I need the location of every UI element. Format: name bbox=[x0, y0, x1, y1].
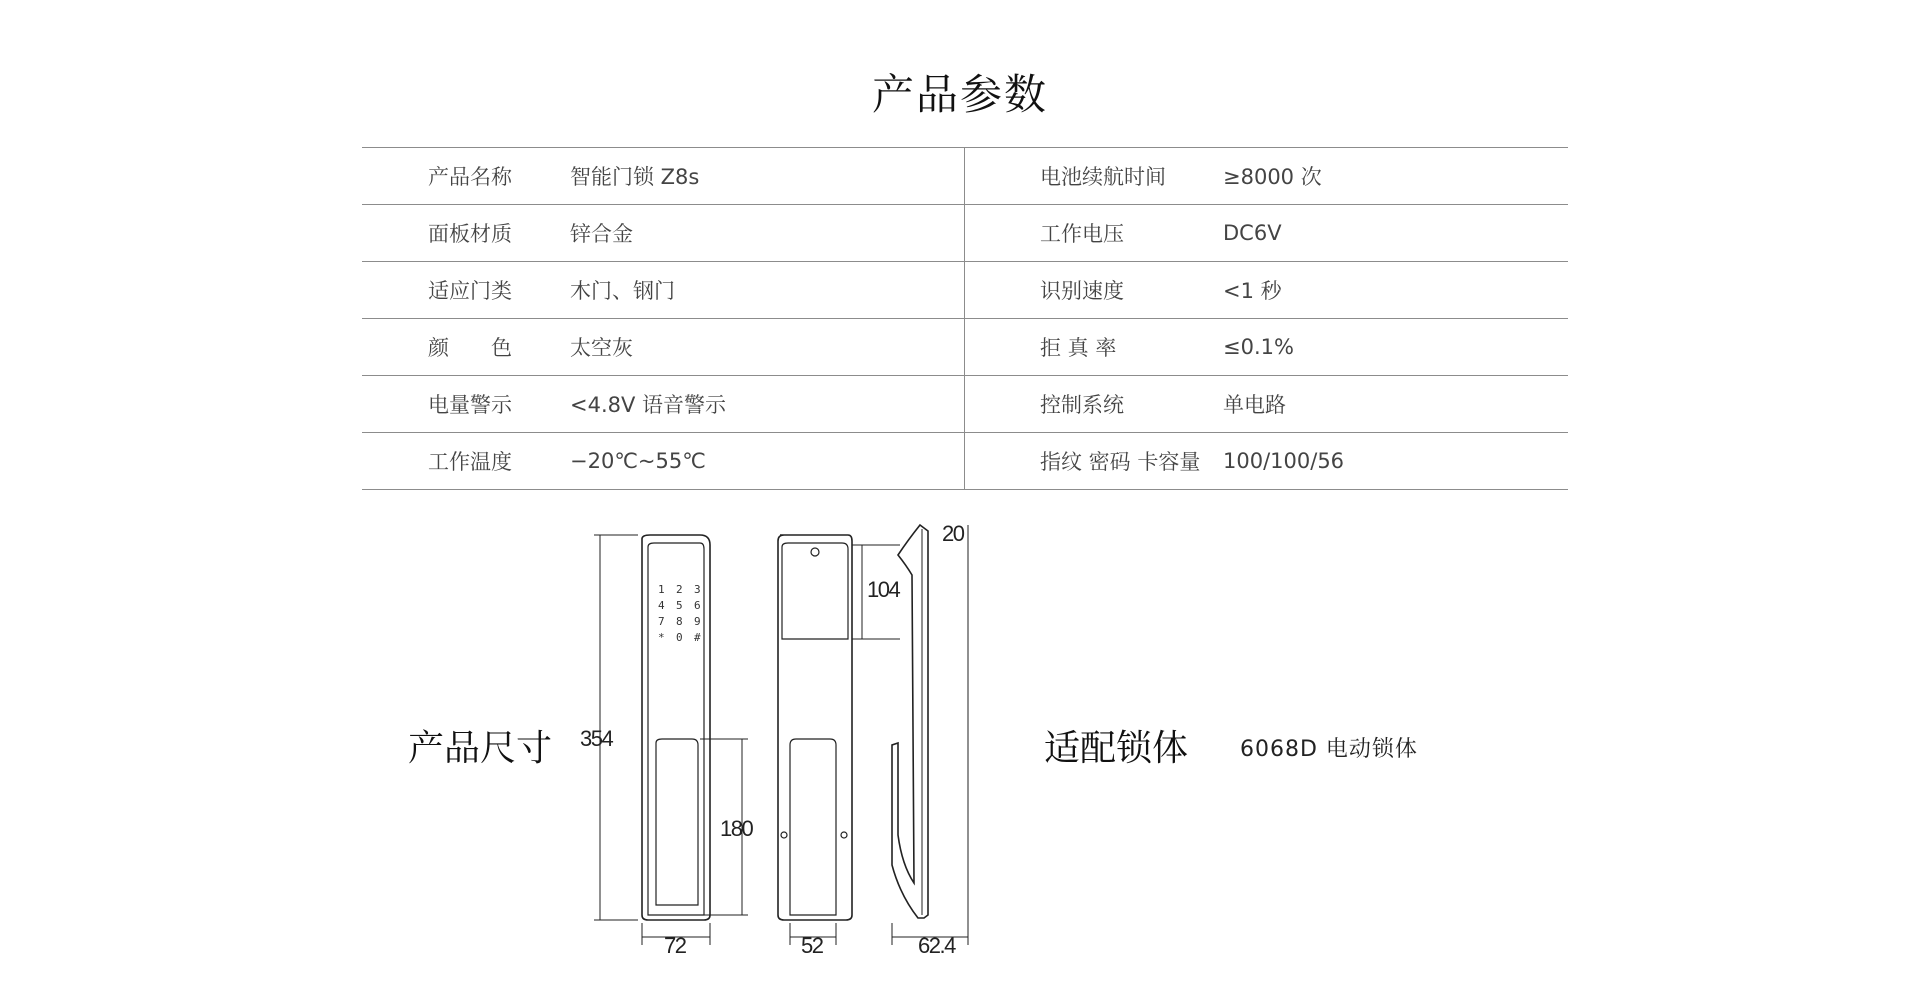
spec-value: <1 秒 bbox=[1223, 279, 1282, 303]
keypad-key: 8 bbox=[676, 615, 683, 628]
lock-body-value: 6068D 电动锁体 bbox=[1240, 737, 1418, 762]
keypad-key: 9 bbox=[694, 615, 701, 628]
keypad-key: 7 bbox=[658, 615, 665, 628]
spec-value: ≥8000 次 bbox=[1223, 165, 1322, 189]
dim-label-72: 72 bbox=[664, 933, 686, 958]
spec-value: 100/100/56 bbox=[1223, 449, 1345, 473]
spec-label: 控制系统 bbox=[1040, 393, 1124, 417]
dimension-drawing bbox=[580, 521, 1000, 958]
spec-label: 工作电压 bbox=[1040, 222, 1124, 246]
spec-value: 锌合金 bbox=[570, 222, 633, 246]
spec-label: 颜 色 bbox=[428, 336, 512, 360]
camera-circle bbox=[811, 548, 819, 556]
keypad-key: 3 bbox=[694, 583, 701, 596]
spec-value: 木门、钢门 bbox=[570, 279, 675, 303]
keypad-key: * bbox=[658, 631, 665, 644]
middle-screen-outline bbox=[782, 543, 848, 639]
dim-label-104: 104 bbox=[867, 577, 900, 602]
spec-label: 电量警示 bbox=[428, 393, 512, 417]
page-title: 产品参数 bbox=[871, 70, 1048, 119]
table-row bbox=[362, 148, 1568, 205]
table-row bbox=[362, 319, 1568, 376]
spec-table bbox=[362, 147, 1568, 490]
keypad-key: 2 bbox=[676, 583, 683, 596]
spec-label: 电池续航时间 bbox=[1040, 165, 1166, 189]
keypad-key: # bbox=[694, 631, 701, 644]
spec-label: 工作温度 bbox=[428, 450, 512, 474]
spec-label: 拒 真 率 bbox=[1040, 336, 1117, 360]
spec-value: 智能门锁 Z8s bbox=[570, 165, 700, 189]
screw-circle bbox=[781, 832, 787, 838]
dim-label-354: 354 bbox=[580, 726, 613, 751]
screw-circle bbox=[841, 832, 847, 838]
spec-value: −20℃~55℃ bbox=[570, 449, 706, 473]
spec-label: 面板材质 bbox=[428, 222, 512, 246]
table-row bbox=[362, 262, 1568, 319]
keypad-key: 1 bbox=[658, 583, 665, 596]
spec-label: 指纹 密码 卡容量 bbox=[1040, 450, 1201, 474]
keypad-key: 6 bbox=[694, 599, 701, 612]
spec-value: <4.8V 语音警示 bbox=[570, 393, 727, 417]
spec-value: ≤0.1% bbox=[1223, 335, 1294, 359]
dim-label-624: 62.4 bbox=[918, 933, 955, 958]
dim-label-20: 20 bbox=[942, 521, 964, 546]
lock-body-label: 适配锁体 bbox=[1044, 728, 1189, 769]
spec-label: 产品名称 bbox=[428, 165, 512, 189]
keypad-key: 4 bbox=[658, 599, 665, 612]
spec-value: 单电路 bbox=[1223, 393, 1286, 417]
front-handle-outline bbox=[656, 739, 698, 905]
dimensions-label: 产品尺寸 bbox=[408, 728, 553, 769]
spec-value: 太空灰 bbox=[570, 336, 633, 360]
middle-view-outline bbox=[778, 535, 852, 920]
spec-value: DC6V bbox=[1223, 221, 1282, 245]
keypad-key: 5 bbox=[676, 599, 683, 612]
keypad-key: 0 bbox=[676, 631, 683, 644]
spec-label: 适应门类 bbox=[428, 279, 512, 303]
dim-label-180: 180 bbox=[720, 816, 753, 841]
table-row bbox=[362, 376, 1568, 433]
dim-label-52: 52 bbox=[801, 933, 823, 958]
table-row bbox=[362, 433, 1568, 490]
table-row bbox=[362, 205, 1568, 262]
middle-handle-outline bbox=[790, 739, 836, 915]
spec-label: 识别速度 bbox=[1040, 279, 1124, 303]
